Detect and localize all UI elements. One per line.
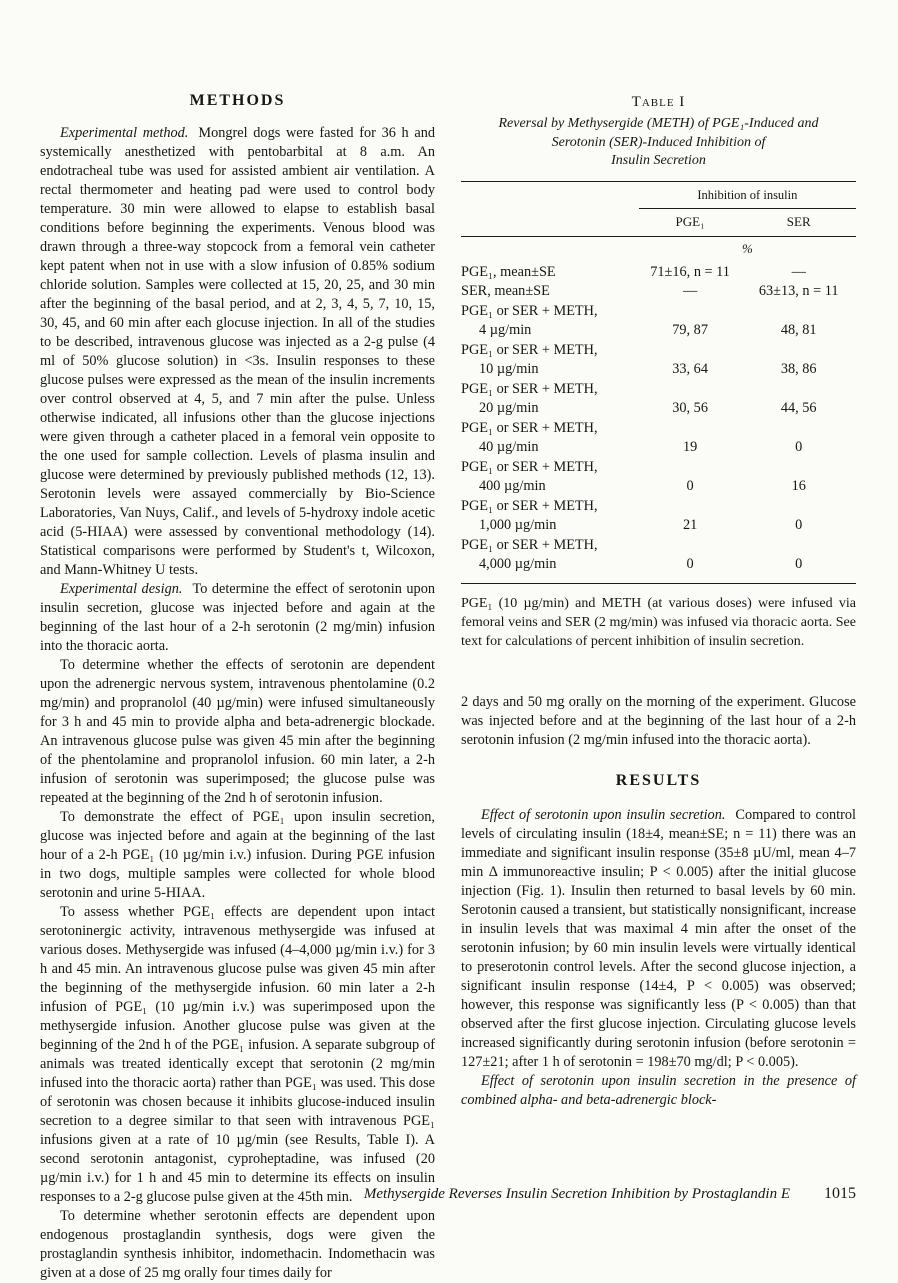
paragraph-adrenergic: To determine whether the effects of serotonin are dependent upon the adrenergic nervous system, intravenous phentolamine (0.2 mg/min) and propranolol (40 µg/min) were infused simultaneously for 3 h and 45 min to provide alpha and beta-adrenergic blockade. An intravenous glucose pulse was given 45 min after the beginning of the phentolamine and propranolol infusion. 60 min later, a 2-h infusion of serotonin was superimposed; the glucose pulse was repeated at the beginning of the 2nd h of serotonin infusion. [40, 657, 435, 806]
row-dose-line [461, 399, 856, 419]
table-row [461, 497, 856, 536]
table-group-header-row [461, 182, 856, 209]
column-header-ser: SER [786, 213, 811, 229]
table-row [461, 341, 856, 380]
page-footer [40, 1185, 856, 1203]
row-dose-line [461, 360, 856, 380]
cell-ser: 48, 81 [780, 322, 817, 338]
row-dose: 40 µg/min [479, 439, 539, 455]
row-label: PGE₁ or SER + METH, [461, 380, 598, 397]
cell-ser: 38, 86 [780, 361, 817, 377]
row-label: PGE₁ or SER + METH, [461, 536, 598, 553]
paragraph-indomethacin-continuation: 2 days and 50 mg orally on the morning of the experiment. Glucose was injected before and at the beginning of the last hour of a 2-h serotonin infusion (2 mg/min infused into the thoracic aorta). [461, 693, 856, 748]
two-column-layout [40, 92, 856, 1283]
row-label: PGE₁, mean±SE [461, 263, 556, 280]
paragraph-serotonin-results [461, 806, 856, 1072]
row-label: PGE₁ or SER + METH, [461, 497, 598, 514]
results-heading: RESULTS [615, 771, 702, 789]
footer-running-title: Methysergide Reverses Insulin Secretion Inhibition by Prostaglandin E [363, 1186, 790, 1202]
row-dose: 4 µg/min [479, 322, 532, 338]
table-row [461, 380, 856, 419]
table-column-header-row [461, 209, 856, 236]
row-label: PGE₁ or SER + METH, [461, 419, 598, 436]
row-label: PGE₁ or SER + METH, [461, 302, 598, 319]
cell-pge1: 30, 56 [672, 400, 708, 416]
paragraph-serotonin-blockade: Effect of serotonin upon insulin secretion in the presence of combined alpha- and beta-adrenergic block- [461, 1072, 856, 1108]
cell-pge1: 33, 64 [672, 361, 708, 377]
table-subtitle-line-1: Reversal by Methysergide (METH) of PGE₁-Induced and [498, 116, 819, 131]
row-dose: 4,000 µg/min [479, 556, 557, 572]
table-bottom-rule [461, 583, 856, 584]
spacer [461, 671, 856, 693]
row-dose: 10 µg/min [479, 361, 539, 377]
paragraph-methysergide: To assess whether PGE₁ effects are dependent upon intact serotoninergic activity, intravenous methysergide was infused at various doses. Methysergide was infused (4–4,000 µg/min i.v.) for 3 h and 45 min. An intravenous glucose pulse was given 45 min after the beginning of the methysergide infusion. 60 min later a 2-h infusion of PGE₁ (10 µg/min i.v.) was superimposed upon the methysergide infusion. Another glucose pulse was given at the beginning of the 2nd h of the PGE₁ infusion. A separate subgroup of animals was treated identically except that serotonin (2 mg/min infused into the thoracic aorta) rather than PGE₁ was used. This dose of serotonin was chosen because it inhibits glucose-induced insulin secretion to a degree similar to that seen with intravenous PGE₁ infusions given at a rate of 10 µg/min (see Results, Table I). A second serotonin antagonist, cyproheptadine, was infused (20 µg/min i.v.) for 1 h and 45 min to determine its effects on insulin responses to a 2-g glucose pulse given at the 45th min. [40, 904, 435, 1205]
table-row [461, 282, 856, 302]
cell-ser: 44, 56 [780, 400, 817, 416]
paragraph-text-experimental-method: Mongrel dogs were fasted for 36 h and systemically anesthetized with pentobarbital at 8 a.m. An endotracheal tube was used for assisted ambient air ventilation. A rectal thermometer and heating pad were used to control body temperature. 30 min were allowed to elapse to establish basal conditions before beginning the experiments. Venous blood was drawn through a three-way stopcock from a femoral vein catheter kept patent when not in use with a slow infusion of 0.85% sodium chloride solution. Samples were collected at 15, 20, 25, and 30 min after the beginning of the basal period, and at 2, 3, 4, 5, 7, 10, 15, 30, 45, and 60 min after each glocuse injection. In all of the studies to be described, intravenous glucose was injected as a 2-g pulse (4 ml of 50% glucose solution) in <3s. Insulin responses to these glucose pulses were expressed as the mean of the insulin increments over control observed at 4, 5, and 7 min after the pulse. Unless otherwise indicated, all infusions other than the glucose injections were given through a catheter placed in a femoral vein opposite to the one used for sample collection. Levels of plasma insulin and glucose were determined by previously published methods (12, 13). Serotonin levels were assayed commercially by Bio-Science Laboratories, Van Nuys, Calif., and levels of 5-hydroxy indole acetic acid (5-HIAA) were assessed by conventional methodology (14). Statistical comparisons were performed by Student's t, Wilcoxon, and Mann-Whitney U tests. [40, 125, 435, 578]
table-row [461, 419, 856, 458]
cell-pge1: 19 [682, 439, 698, 455]
paragraph-experimental-design [40, 580, 435, 656]
table-title: Table I [631, 94, 686, 110]
paragraph-text-serotonin-results: Compared to control levels of circulating insulin (18±4, mean±SE; n = 11) there was an immediate and significant insulin response (35±8 µU/ml, mean 4–7 min Δ immunoreactive insulin; P < 0.005) after the initial glucose injection (Fig. 1). Insulin then returned to basal levels by 60 min. Serotonin caused a transient, but statistically nonsignificant, increase in insulin levels that was maximal 4 min after the onset of the serotonin infusion; by 60 min insulin levels were virtually identical to preserotonin control levels. After the second glucose injection, a significant insulin response (14±4, P < 0.005) was observed; however, this response was significantly less (P < 0.005) than that observed after the first glucose injection. Circulating glucose levels increased significantly during serotonin infusion (before serotonin = 127±21; after 1 h of serotonin = 198±70 mg/dl; P < 0.005). [461, 806, 856, 1070]
table-row [461, 302, 856, 341]
paragraph-lead-serotonin-results: Effect of serotonin upon insulin secretion. [481, 806, 726, 823]
table-group-spacer [461, 182, 639, 209]
table-column-spacer [461, 214, 639, 230]
row-dose-line [461, 477, 856, 497]
cell-pge1: 0 [686, 556, 694, 572]
cell-ser: 63±13, n = 11 [758, 283, 839, 299]
row-label: PGE₁ or SER + METH, [461, 458, 598, 475]
table-row [461, 263, 856, 283]
cell-pge1: 79, 87 [672, 322, 708, 338]
row-dose: 20 µg/min [479, 400, 539, 416]
table-group-header: Inhibition of insulin [697, 187, 798, 202]
table-footnote: PGE₁ (10 µg/min) and METH (at various doses) were infused via femoral veins and SER (2 mg/min) was infused via thoracic aorta. See text for calculations of percent inhibition of insulin secretion. [461, 595, 856, 649]
row-dose-line [461, 555, 856, 575]
cell-ser: 0 [795, 517, 803, 533]
right-column [461, 92, 856, 1283]
cell-ser: 0 [795, 556, 803, 572]
row-dose: 400 µg/min [479, 478, 546, 494]
cell-pge1: — [682, 283, 698, 299]
paragraph-pge1-effect: To demonstrate the effect of PGE₁ upon insulin secretion, glucose was injected before and again at the beginning of the last hour of a 2-h PGE₁ (10 µg/min i.v.) infusion. During PGE infusion in two dogs, multiple samples were collected for whole blood serotonin and urine 5-HIAA. [40, 809, 435, 901]
table-unit-spacer [461, 241, 639, 257]
cell-ser: 0 [795, 439, 803, 455]
table-subtitle-line-3: Insulin Secretion [611, 153, 706, 168]
row-dose-line [461, 321, 856, 341]
paragraph-indomethacin: To determine whether serotonin effects are dependent upon endogenous prostaglandin synthesis, dogs were given the prostaglandin synthesis inhibitor, indomethacin. Indomethacin was given at a dose of 25 mg orally four times daily for [40, 1208, 435, 1281]
table-group-cell [639, 182, 856, 209]
row-dose-line [461, 438, 856, 458]
paragraph-experimental-method [40, 124, 435, 580]
cell-pge1: 0 [686, 478, 694, 494]
table-row [461, 458, 856, 497]
cell-pge1: 21 [682, 517, 698, 533]
left-column [40, 92, 435, 1283]
cell-pge1: 71±16, n = 11 [650, 263, 730, 280]
row-dose-line [461, 516, 856, 536]
footer-page-number: 1015 [824, 1185, 856, 1202]
paragraph-lead-experimental-method: Experimental method. [60, 125, 189, 141]
table-1 [461, 94, 856, 651]
table-subtitle-line-2: Serotonin (SER)-Induced Inhibition of [551, 134, 766, 150]
unit-label: % [741, 240, 753, 256]
column-header-pge1: PGE₁ [675, 213, 705, 229]
row-label: PGE₁ or SER + METH, [461, 341, 598, 358]
table-row [461, 536, 856, 575]
row-dose: 1,000 µg/min [479, 517, 557, 533]
paragraph-text-experimental-design: To determine the effect of serotonin upon insulin secretion, glucose was injected before and again at the beginning of the last hour of a 2-h serotonin (2 mg/min) infusion into the thoracic aorta. [40, 581, 435, 654]
paragraph-lead-experimental-design: Experimental design. [60, 581, 183, 597]
methods-heading: METHODS [189, 92, 286, 109]
row-label: SER, mean±SE [461, 283, 550, 299]
table-unit-row [461, 237, 856, 263]
cell-ser: 16 [791, 478, 806, 494]
cell-ser: — [791, 263, 806, 280]
